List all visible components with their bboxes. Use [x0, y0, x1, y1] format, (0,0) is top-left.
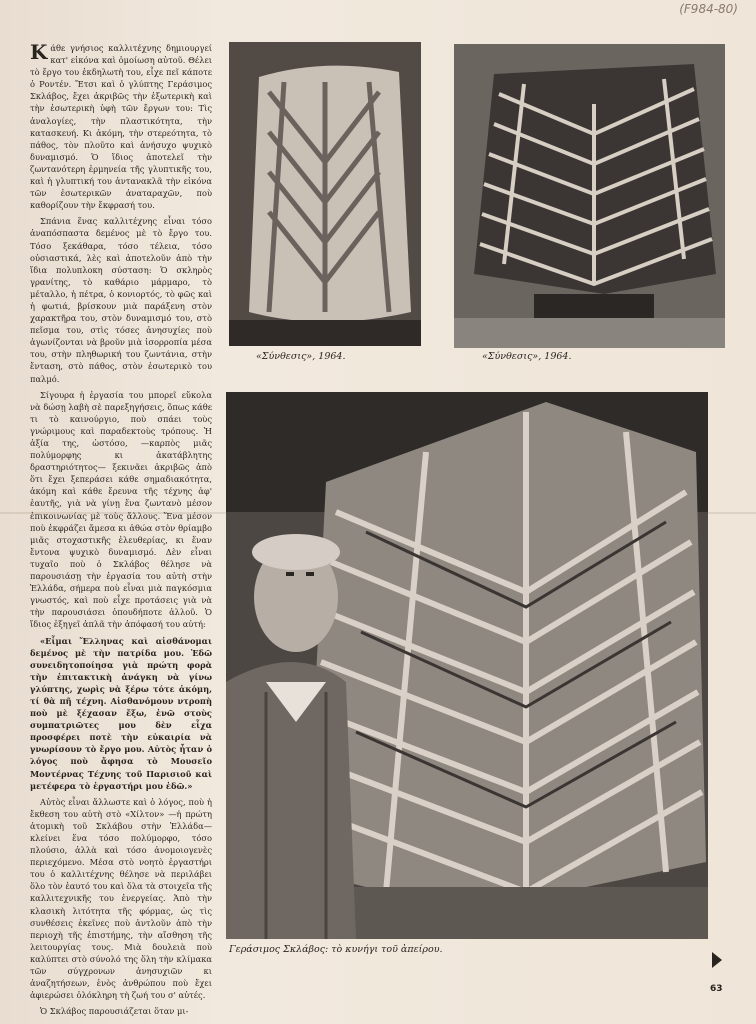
sculpture-layered-image: [454, 44, 725, 348]
photo-caption-3: Γεράσιμος Σκλάβος: τὸ κυνήγι τοῦ ἀπείρου.: [229, 944, 443, 955]
article-column: [30, 42, 212, 1021]
article-paragraph: Σπάνια ἕνας καλλιτέχνης εἶναι τόσο ἀναπόσπαστα δεμένος μὲ τὸ ἔργο του. Τόσο ξεκάθαρα, τόσο τέλεια, τόσο οὐσιαστικά, λὲς καὶ ἀποτελοῦν ἀπὸ τὴν ἴδια πολυπλοκη σύσταση: Ὁ σκληρὸς γρανίτης, τὸ καθάριο μάρμαρο, τὸ μέταλλο, ἡ πέτρα, ὁ κονιορτός, τὸ φῶς καὶ ἡ φωτιά, βρίσκουν μιὰ παράξενη στὸν χαρακτῆρα του, στὸν δυναμισμό του, στὸ πεῖσμα του, στὶς τόσες ἀνησυχίες ποὺ ἀγωνίζονται νὰ βροῦν μιὰ ἰσορροπία μέσα του, στὴν πληθωρική του ζωντάνια, στὴν ἔνταση, στὸ πάθος, στὸν ἐσωτερικὸ του παλμό.: [30, 216, 212, 384]
drop-cap: Κ: [30, 40, 48, 64]
sculpture-column-image: [229, 42, 421, 346]
sculpture-photo-1: [229, 42, 421, 346]
page-number: 63: [710, 984, 723, 994]
sculpture-photo-2: [454, 44, 725, 348]
photo-caption-2: «Σύνθεσις», 1964.: [482, 351, 572, 362]
article-paragraph: Ὁ Σκλάβος παρουσιάζεται ὅταν μι-: [40, 1006, 189, 1017]
article-paragraph: Κάθε γνήσιος καλλιτέχνης δημιουργεί κατ' εἰκόνα καὶ ὁμοίωση αὐτοῦ. Θέλει τὸ ἔργο του ἐκδηλωτὴ του, εἶχε πεῖ κάποτε ὁ Ροντέν. Ἔτσι καὶ ὁ γλύπτης Γεράσιμος Σκλάβος, ἔχει ἀκριβῶς τὴν ἐξωτερικὴ καὶ τὴν ἐσωτερικὴ ὑφὴ τῶν ἔργων του: Τὶς ἀναλογίες, τὴν πλαστικότητα, τὴν κατασκευή. Κι ἀκόμη, τὴν στερεότητα, τὸ πάθος, τὸν πλοῦτο καὶ ἀνήσυχο ψυχικὸ δυναμισμό. Ὁ ἴδιος ἀποτελεῖ τὴν ζωντανότερη ἑρμηνεία τῆς γλυπτικῆς του, καὶ ἡ γλυπτική του ἀντανακλᾶ τὴν εἰκόνα τῶν ἐσωτερικῶν ἀναταραχῶν, ποὺ καθορίζουν τὴν ἔκφρασή του.: [30, 40, 212, 211]
handwritten-note: (F984-80): [679, 2, 738, 16]
article-paragraph: Αὐτὸς εἶναι ἄλλωστε καὶ ὁ λόγος, ποὺ ἡ ἔκθεση του αὐτὴ στὸ «Χίλτον» —ἡ πρώτη ἀτομικὴ τοῦ Σκλάβου στὴν Ἑλλάδα— κλείνει ἕνα τόσο πολύμορφο, τόσο πλούσιο, ἀλλὰ καὶ τόσο ἀνομοιογενὲς περιεχόμενο. Μέσα στὸ νοητὸ ἐργαστήρι του ὁ καλλιτέχνης θέλησε νὰ περιλάβει ὅλο τὸν ἑαυτό του καὶ ὅλα τὰ στοιχεῖα τῆς καλλιτεχνικῆς του ἐνεργείας. Ἀπὸ τὴν κλασικὴ λιτότητα τῆς φόρμας, ὡς τὶς συνθέσεις ἐκεῖνες ποὺ ἀντλοῦν ἀπὸ τὴν περιοχὴ τῆς ἐπιστήμης, τὴν αἴσθηση τῆς λειτουργίας τους. Μιὰ δουλειὰ ποὺ καλύπτει στὸ σύνολό της ὅλη τὴν κλίμακα τῶν σύγχρονων ἀνησυχιῶν κι ἀναζητήσεων, ἑνὸς ἀνθρώπου ποὺ ἔχει ἀφιερώσει ὁλόκληρη τὴ ζωή του σ' αὐτές.: [30, 796, 212, 1001]
continue-arrow-icon: [712, 952, 722, 968]
article-quote: «Εἶμαι Ἕλληνας καὶ αἰσθάνομαι δεμένος μὲ τὴν πατρίδα μου. Ἐδῶ συνειδητοποίησα γιὰ πρώτη φορὰ τὴν ἐπιτακτικὴ ἀνάγκη νὰ γίνω γλύπτης, χωρὶς νὰ ξέρω τότε ἀκόμη, τί θὰ πῆ τέχνη. Αἰσθανόμουν ντροπὴ ποὺ μὲ ξέχασαν ἔξω, ἐνῶ στοὺς συμπατριῶτες μου δὲν εἶχα προσφέρει ποτὲ τὴν εὐκαιρία νὰ γνωρίσουν τὸ ἔργο μου. Αὐτὸς ἦταν ὁ λόγος ποὺ ἄφησα τὸ Μουσεῖο Μοντέρνας Τέχνης τοῦ Παρισιοῦ καὶ μετέφερα τὸ ἐργαστήρι μου ἐδῶ.»: [30, 635, 212, 791]
photo-caption-1: «Σύνθεσις», 1964.: [256, 351, 346, 362]
sculptor-with-sculpture-image: [226, 392, 708, 939]
sculptor-photo: [226, 392, 708, 939]
article-paragraph: Σίγουρα ἡ ἐργασία του μπορεῖ εὔκολα νὰ δώσῃ λαβὴ σὲ παρεξηγήσεις, ὅπως κάθε τι τὸ καινούργιο, ποὺ σπάει τοὺς γνώριμους καὶ παραδεκτοὺς τρόπους. Ἡ ἀξία της, ὡστόσο, —καρπὸς μιᾶς πολύμορφης κι ἀκατάβλητης δραστηριότητος— ξεκινᾶει ἀκριβῶς ἀπὸ ὅτι ἔχει ξεπεράσει κάθε σημαδιακότητα, ἀκόμη καὶ κάθε ἔρευνα τῆς τέχνης ἀφ' ἑαυτῆς, γιὰ νὰ γίνῃ ἕνα ζωντανὸ μέσον ἐπικοινωνίας μὲ τοὺς ἄλλους. Ἕνα μέσον ποὺ ἐκφράζει ἄμεσα κι ἀθώα στὸν θρίαμβο μιᾶς στοχαστικῆς ἐλευθερίας, κι ἕναν ἔντονα ψυχικὸ δυναμισμό. Δὲν εἶναι τυχαῖο ποὺ ὁ Σκλάβος θέλησε νὰ παρουσιάσῃ τὴν ἐργασία του αὐτὴ στὴν Ἑλλάδα, σήμερα ποὺ εἶναι μιὰ παγκόσμια γνωστός, καὶ ποὺ εἶχε προτάσεις γιὰ νὰ τὴν παρουσιάσει ὁπουδήποτε ἀλλοῦ. Ὁ ἴδιος ἐξηγεῖ ἁπλᾶ τὴν ἀπόφασή του αὐτή:: [30, 389, 212, 630]
